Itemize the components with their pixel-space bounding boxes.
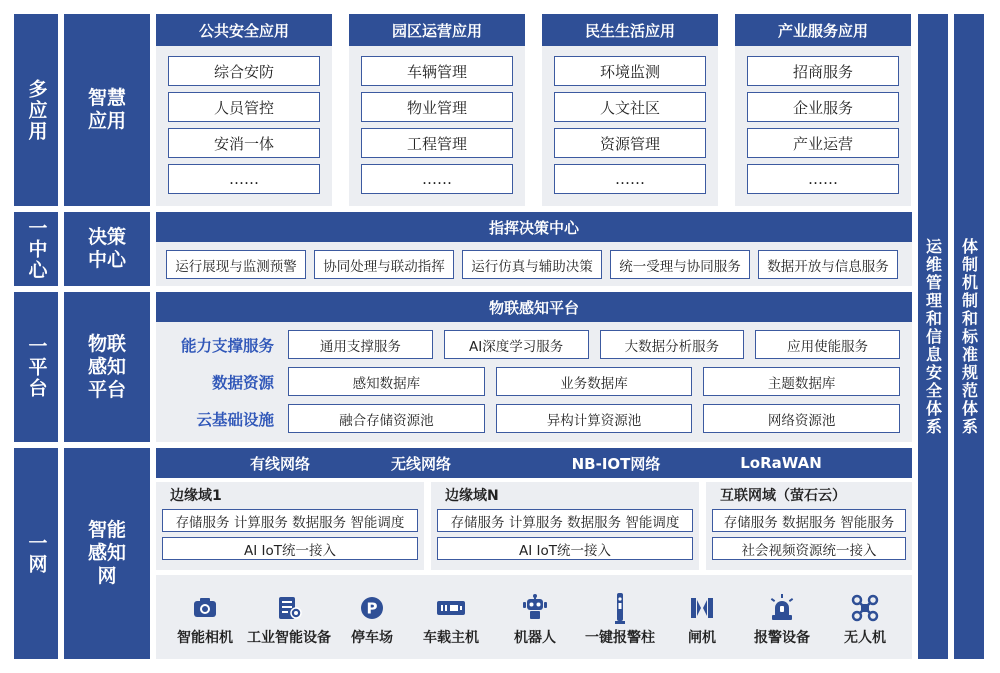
app-item-box[interactable]: 工程管理 — [361, 128, 513, 158]
domain-services-box[interactable]: 存储服务 数据服务 智能服务 — [712, 509, 906, 532]
domain-services-box[interactable]: 存储服务 计算服务 数据服务 智能调度 — [437, 509, 693, 532]
ops-security-system: 运维管理和信息安全体系 — [918, 14, 948, 659]
app-item-box[interactable]: …… — [361, 164, 513, 194]
app-item-box[interactable]: 安消一体 — [168, 128, 320, 158]
decision-title: 指挥决策中心 — [156, 212, 912, 242]
platform-item-box[interactable]: 业务数据库 — [496, 367, 693, 396]
platform-item-box[interactable]: 感知数据库 — [288, 367, 485, 396]
device-label: 一键报警柱 — [585, 630, 655, 646]
device-label: 停车场 — [351, 630, 393, 646]
platform-item-box[interactable]: AI深度学习服务 — [444, 330, 589, 359]
edge-domain-title: 边缘域1 — [170, 488, 222, 504]
platform-item-box[interactable]: 大数据分析服务 — [600, 330, 745, 359]
decision-item-box[interactable]: 数据开放与信息服务 — [758, 250, 898, 279]
layer-platform-outer: 一平台 — [14, 292, 58, 442]
app-item-box[interactable]: 企业服务 — [747, 92, 899, 122]
layer-center-inner: 决策中心 — [64, 212, 150, 286]
platform-row-label: 云基础设施 — [196, 410, 274, 429]
app-item-box[interactable]: 物业管理 — [361, 92, 513, 122]
app-column-title: 民生生活应用 — [542, 14, 718, 46]
app-item-box[interactable]: …… — [168, 164, 320, 194]
decision-item-box[interactable]: 统一受理与协同服务 — [610, 250, 750, 279]
app-item-box[interactable]: …… — [747, 164, 899, 194]
gate-icon — [688, 591, 716, 625]
app-column-title: 园区运营应用 — [349, 14, 525, 46]
app-item-box[interactable]: 综合安防 — [168, 56, 320, 86]
layer-network-inner: 智能感知网 — [64, 448, 150, 659]
app-column-title: 公共安全应用 — [156, 14, 332, 46]
app-item-box[interactable]: 环境监测 — [554, 56, 706, 86]
device-item[interactable] — [815, 591, 915, 651]
layer-network-outer: 一网 — [14, 448, 58, 659]
app-item-box[interactable]: 人文社区 — [554, 92, 706, 122]
device-label: 报警设备 — [754, 630, 810, 646]
platform-item-box[interactable]: 网络资源池 — [703, 404, 900, 433]
camera-icon — [191, 591, 219, 625]
device-label: 机器人 — [514, 630, 556, 646]
app-item-box[interactable]: 车辆管理 — [361, 56, 513, 86]
alarm-light-icon — [767, 591, 797, 625]
platform-item-box[interactable]: 主题数据库 — [703, 367, 900, 396]
layer-app-inner: 智慧应用 — [64, 14, 150, 206]
app-item-box[interactable]: 招商服务 — [747, 56, 899, 86]
domain-access-box[interactable]: 社会视频资源统一接入 — [712, 537, 906, 560]
app-column-title: 产业服务应用 — [735, 14, 911, 46]
device-label: 智能相机 — [177, 630, 233, 646]
app-item-box[interactable]: 产业运营 — [747, 128, 899, 158]
parking-icon — [358, 591, 386, 625]
app-item-box[interactable]: 资源管理 — [554, 128, 706, 158]
platform-title: 物联感知平台 — [156, 292, 912, 322]
layer-app-outer: 多应用 — [14, 14, 58, 206]
platform-item-box[interactable]: 应用使能服务 — [755, 330, 900, 359]
edge-domain-title: 互联网域（萤石云） — [720, 488, 846, 504]
network-type-label: 无线网络 — [390, 454, 451, 473]
standards-system: 体制机制和标准规范体系 — [954, 14, 984, 659]
layer-platform-inner: 物联感知平台 — [64, 292, 150, 442]
app-item-box[interactable]: …… — [554, 164, 706, 194]
device-label: 闸机 — [688, 630, 716, 646]
decision-item-box[interactable]: 运行展现与监测预警 — [166, 250, 306, 279]
app-item-box[interactable]: 人员管控 — [168, 92, 320, 122]
svg-text:P: P — [366, 599, 378, 618]
network-type-label: 有线网络 — [249, 454, 310, 473]
device-label: 车载主机 — [423, 630, 479, 646]
vehicle-host-icon — [435, 591, 467, 625]
edge-domain-title: 边缘域N — [445, 488, 499, 504]
platform-row-label: 数据资源 — [211, 373, 274, 392]
layer-center-outer: 一中心 — [14, 212, 58, 286]
drone-icon — [851, 591, 879, 625]
network-type-label: LoRaWAN — [740, 454, 822, 472]
alarm-pillar-icon — [612, 591, 628, 625]
device-label: 工业智能设备 — [247, 630, 331, 646]
decision-item-box[interactable]: 运行仿真与辅助决策 — [462, 250, 602, 279]
platform-item-box[interactable]: 融合存储资源池 — [288, 404, 485, 433]
industrial-device-icon — [275, 591, 303, 625]
platform-row-label: 能力支撑服务 — [180, 336, 274, 355]
domain-services-box[interactable]: 存储服务 计算服务 数据服务 智能调度 — [162, 509, 418, 532]
platform-item-box[interactable]: 异构计算资源池 — [496, 404, 693, 433]
device-label: 无人机 — [844, 630, 886, 646]
domain-access-box[interactable]: AI IoT统一接入 — [162, 537, 418, 560]
decision-item-box[interactable]: 协同处理与联动指挥 — [314, 250, 454, 279]
network-type-label: NB-IOT网络 — [571, 454, 661, 473]
robot-icon — [521, 591, 549, 625]
domain-access-box[interactable]: AI IoT统一接入 — [437, 537, 693, 560]
platform-item-box[interactable]: 通用支撑服务 — [288, 330, 433, 359]
